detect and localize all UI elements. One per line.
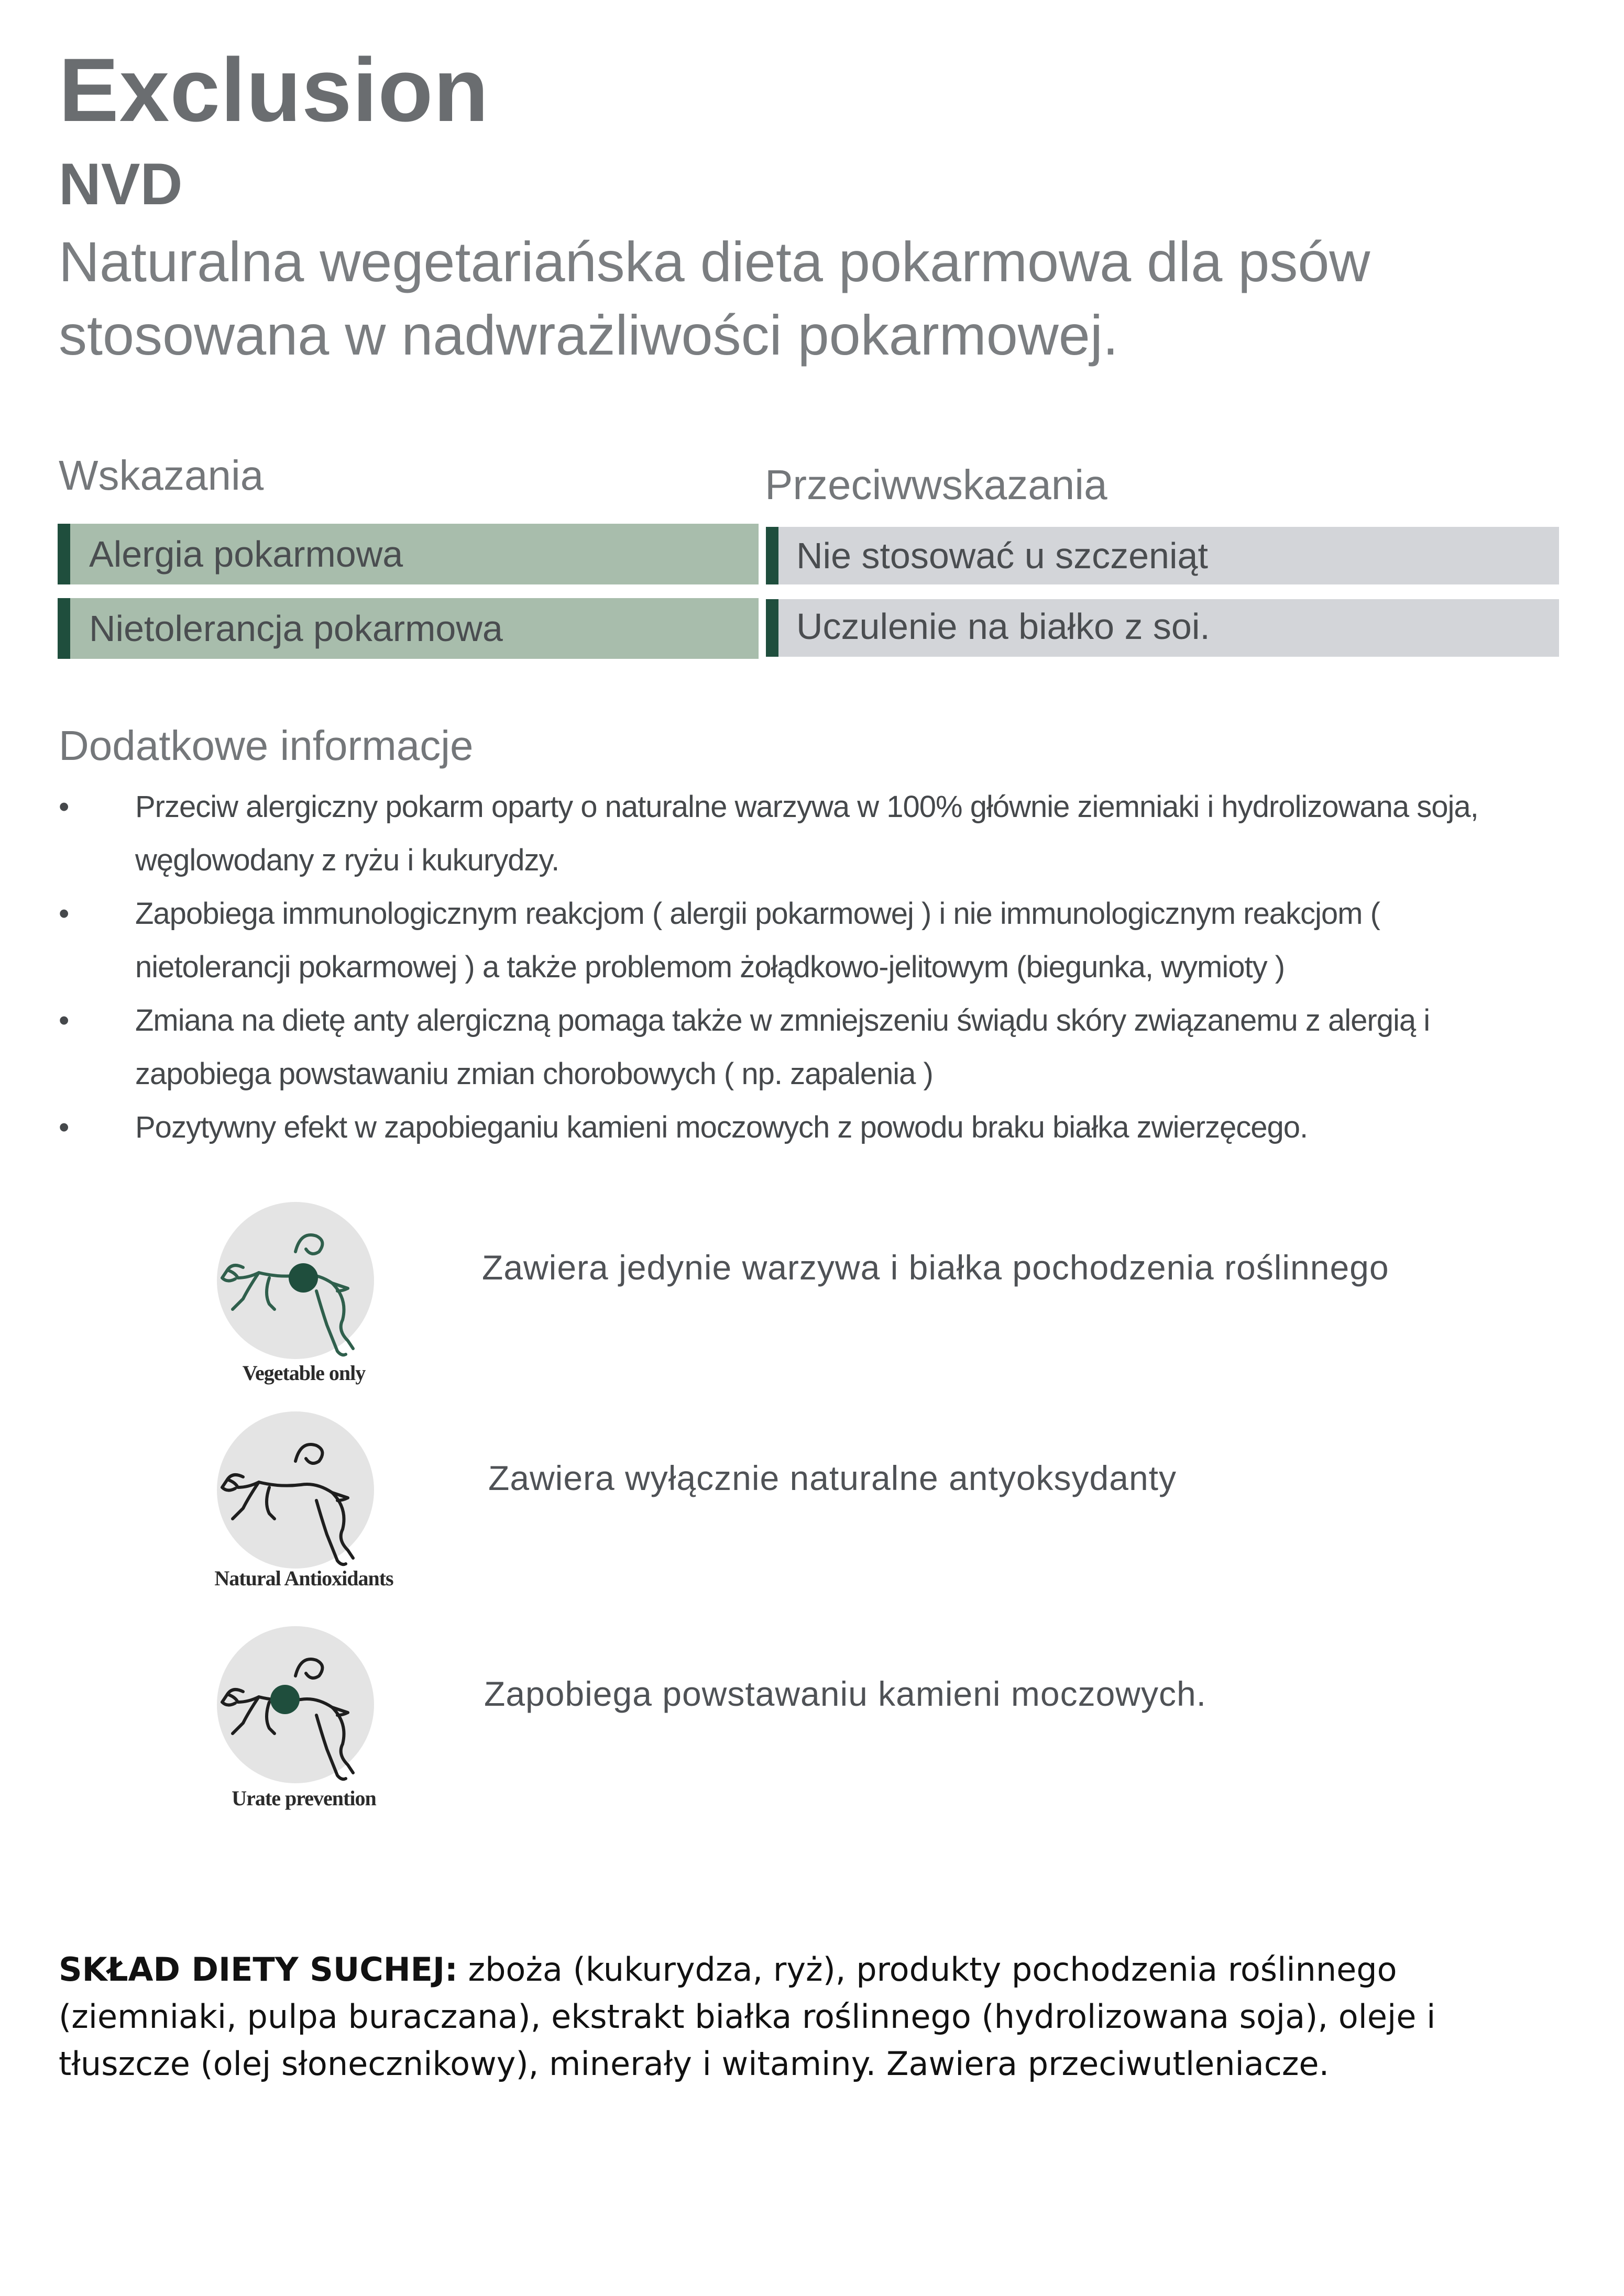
feature-caption: Vegetable only	[242, 1361, 366, 1385]
feature-description: Zawiera wyłącznie naturalne antyoksydanty	[488, 1459, 1177, 1497]
feature-vegetable-only	[189, 1199, 1551, 1398]
feature-caption: Natural Antioxidants	[214, 1566, 393, 1590]
list-item: • Zmiana na dietę anty alergiczną pomaga także w zmniejszeniu świądu skóry związanemu z alergią i zapobiega powstawaniu zmian chorobowych ( np. zapalenia )	[59, 994, 1505, 1101]
contraindications-heading: Przeciwwskazania	[765, 461, 1107, 508]
list-item: • Pozytywny efekt w zapobieganiu kamieni moczowych z powodu braku białka zwierzęcego.	[59, 1101, 1505, 1154]
additional-info-heading: Dodatkowe informacje	[59, 722, 474, 769]
indication-item: Alergia pokarmowa	[58, 524, 759, 584]
feature-description: Zawiera jedynie warzywa i białka pochodzenia roślinnego	[482, 1248, 1389, 1287]
indication-item: Nietolerancja pokarmowa	[58, 598, 759, 659]
feature-description: Zapobiega powstawaniu kamieni moczowych.	[484, 1674, 1207, 1713]
contraindication-item: Nie stosować u szczeniąt	[766, 527, 1559, 584]
list-item: • Przeciw alergiczny pokarm oparty o naturalne warzywa w 100% głównie ziemniaki i hydrolizowana soja, węglowodany z ryżu i kukurydzy.	[59, 780, 1505, 887]
feature-natural-antioxidants	[189, 1409, 1551, 1608]
composition-paragraph	[59, 1946, 1546, 2088]
feature-caption: Urate prevention	[232, 1786, 376, 1810]
contraindication-item: Uczulenie na białko z soi.	[766, 599, 1559, 657]
composition-label: SKŁAD DIETY SUCHEJ:	[59, 1950, 458, 1989]
additional-info-list	[59, 780, 1505, 1154]
list-item: • Zapobiega immunologicznym reakcjom ( alergii pokarmowej ) i nie immunologicznym reakcjom ( nietolerancji pokarmowej ) a także problemom żołądkowo-jelitowym (biegunka, wymioty )	[59, 887, 1505, 994]
feature-urate-prevention	[189, 1624, 1551, 1823]
dog-urate-icon	[189, 1624, 419, 1823]
indications-heading: Wskazania	[59, 452, 264, 499]
dog-vegetable-icon	[189, 1199, 419, 1398]
brand-title: Exclusion	[59, 40, 489, 140]
product-subtitle: Naturalna wegetariańska dieta pokarmowa dla psów stosowana w nadwrażliwości pokarmowej.	[59, 230, 1370, 367]
product-name: NVD	[59, 151, 183, 217]
composition-text: zboża (kukurydza, ryż), produkty pochodzenia roślinnego (ziemniaki, pulpa buraczana), ekstrakt białka roślinnego (hydrolizowana soja), oleje i tłuszcze (olej słonecznikowy), minerały i witaminy. Zawiera przeciwutleniacze.	[59, 1950, 1436, 2083]
dog-antioxidant-icon	[189, 1409, 419, 1608]
